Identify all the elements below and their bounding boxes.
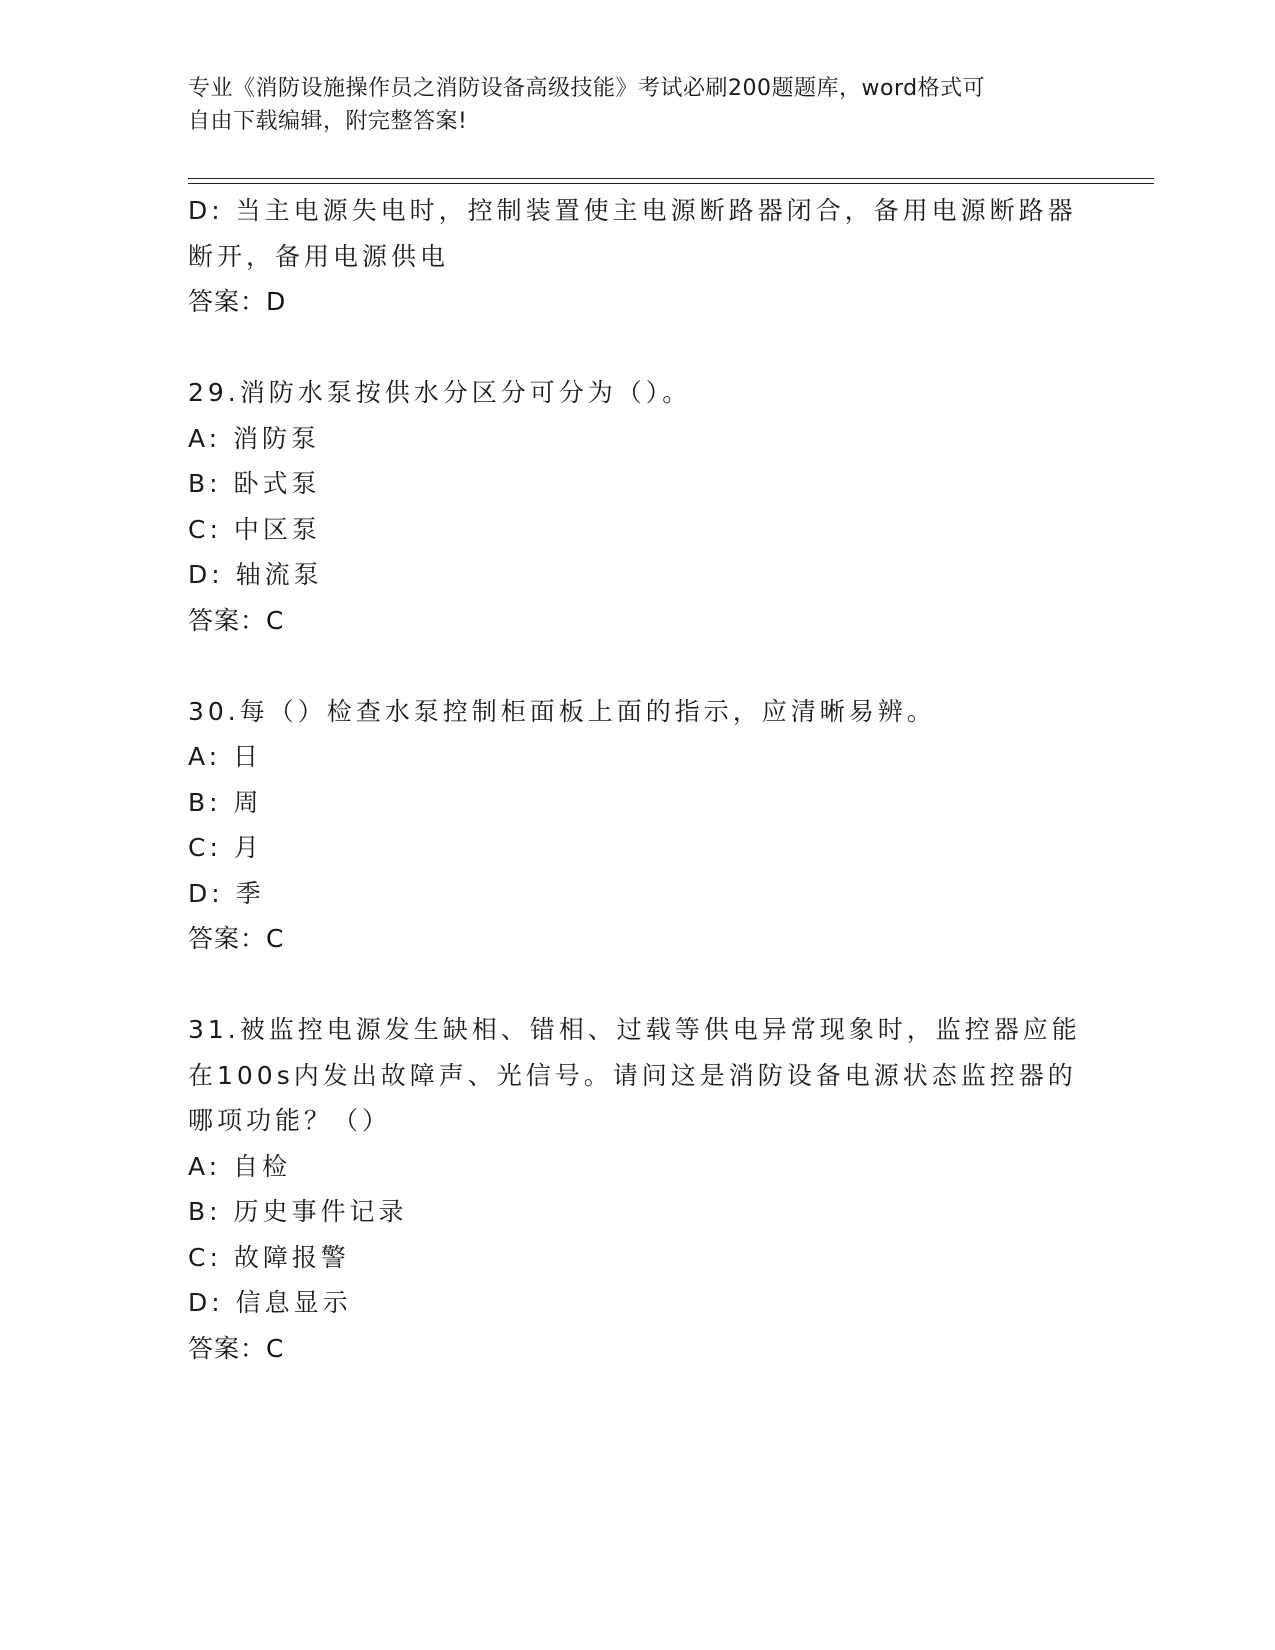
- question-stem: 30.每（）检查水泵控制柜面板上面的指示，应清晰易辨。: [188, 696, 936, 726]
- answer-line: 答案：C: [188, 924, 285, 953]
- question-stem-line-2: 在100s内发出故障声、光信号。请问这是消防设备电源状态监控器的: [188, 1060, 1077, 1090]
- option-d: D: 信息显示: [188, 1288, 352, 1317]
- option-a: A: 自检: [188, 1151, 292, 1181]
- option-b: B: 周: [188, 787, 263, 817]
- option-c: C: 故障报警: [188, 1242, 350, 1272]
- question-31: [188, 1007, 1088, 1371]
- answer-line: 答案：C: [188, 1333, 285, 1363]
- spacer: [188, 325, 1088, 371]
- question-stem: 29.消防水泵按供水分区分可分为（）。: [188, 378, 692, 407]
- option-d: D: 轴流泵: [188, 560, 323, 589]
- question-28-tail: [188, 188, 1088, 325]
- question-list: [188, 188, 1088, 1371]
- option-a: A: 日: [188, 742, 263, 771]
- document-header: [188, 72, 1068, 138]
- option-a: A: 消防泵: [188, 423, 321, 453]
- option-d-line-1: D: 当主电源失电时，控制装置使主电源断路器闭合，备用电源断路器: [188, 196, 1077, 225]
- option-d-line-2: 断开，备用电源供电: [188, 241, 450, 271]
- option-c: C: 月: [188, 833, 263, 862]
- answer-line: 答案：D: [188, 287, 287, 316]
- header-line-2: 自由下载编辑，附完整答案!: [188, 109, 468, 134]
- question-stem-line-3: 哪项功能？（）: [188, 1106, 392, 1135]
- option-c: C: 中区泵: [188, 514, 321, 544]
- header-divider-top: [188, 178, 1154, 179]
- question-stem-line-1: 31.被监控电源发生缺相、错相、过载等供电异常现象时，监控器应能: [188, 1015, 1081, 1044]
- header-divider-bottom: [188, 183, 1154, 184]
- answer-line: 答案：C: [188, 605, 285, 635]
- spacer: [188, 643, 1088, 689]
- option-d: D: 季: [188, 878, 265, 908]
- header-line-1: 专业《消防设施操作员之消防设备高级技能》考试必刷200题题库，word格式可: [188, 76, 986, 101]
- question-29: [188, 370, 1088, 643]
- option-b: B: 卧式泵: [188, 469, 321, 498]
- option-b: B: 历史事件记录: [188, 1197, 408, 1226]
- spacer: [188, 962, 1088, 1008]
- question-30: [188, 689, 1088, 962]
